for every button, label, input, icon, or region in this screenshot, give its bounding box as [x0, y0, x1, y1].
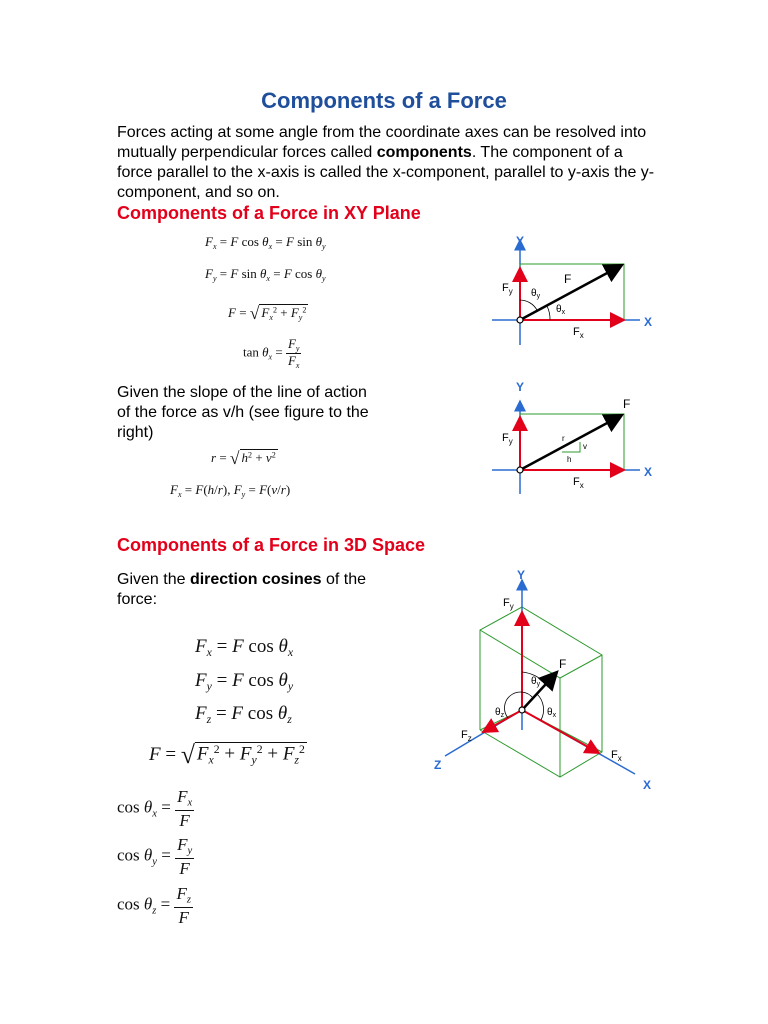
- force-arrow: [522, 672, 557, 710]
- r-label: r: [562, 434, 565, 443]
- theta-z-label: $\theta_z$: [495, 707, 505, 719]
- theta-y-arc: [520, 300, 537, 310]
- intro-paragraph: [117, 123, 657, 203]
- equation-cos-theta-y: $\cos \theta_y$ = $\frac{F_y}{F}$: [117, 835, 193, 878]
- equation-fx-xy: $F_x = F$ $\cos \theta_x = F$ $\sin \theta_y$: [205, 234, 326, 251]
- x-axis-label: X: [643, 778, 652, 792]
- xy-plane-heading: Components of a Force in XY Plane: [117, 203, 421, 223]
- y-axis-label: Y: [517, 568, 526, 582]
- fx-label: $F_x$: [573, 476, 584, 490]
- slope-paragraph: Given the slope of the line of action of the force as v/h (see figure to the right): [117, 384, 369, 441]
- 3d-space-heading: Components of a Force in 3D Space: [117, 535, 426, 555]
- x-axis-label: X: [644, 315, 653, 329]
- theta-x-arc: [537, 694, 544, 720]
- equation-fx-fy-slope: $F_x = F(h/r)$, $F_y = F(v/r)$: [170, 482, 291, 499]
- fy-label: $F_y$: [502, 282, 513, 296]
- equation-fy-3d: $F_y = F$ $\cos \theta_y$: [195, 670, 294, 694]
- z-axis-label: Z: [434, 758, 442, 772]
- direction-bold: direction cosines: [189, 571, 322, 588]
- figure-slope-components: [480, 377, 680, 497]
- figure-3d-components: [425, 560, 675, 800]
- equation-tan-theta: $\tan \theta_x$ = $\frac{F_y}{F_x}$: [243, 336, 300, 370]
- theta-y-label: $\theta_y$: [531, 288, 541, 300]
- intro-text-2: . The component of a force parallel to the x-axis is called the x-component, parallel to y-axis the y-component, and so on.: [117, 144, 655, 201]
- direction-cosines-paragraph: [117, 570, 387, 610]
- force-label: F: [623, 397, 631, 411]
- force-label: F: [564, 272, 572, 286]
- theta-x-label: $\theta_x$: [556, 304, 566, 316]
- projection-box-3d: [480, 607, 602, 777]
- equation-r: r = √ $h^2 + v^2$: [211, 448, 276, 468]
- v-label: v: [583, 442, 587, 451]
- fy-label: $F_y$: [503, 597, 514, 611]
- fz-label: $F_z$: [461, 729, 472, 743]
- h-label: h: [567, 455, 572, 464]
- equation-cos-theta-x: $\cos \theta_x$ = $\frac{F_x}{F}$: [117, 787, 193, 830]
- origin-point: [517, 317, 523, 323]
- x-axis-label: X: [644, 465, 653, 479]
- theta-x-arc: [547, 306, 550, 320]
- direction-text-1: Given the: [117, 571, 190, 588]
- page-title: Components of a Force: [261, 88, 507, 113]
- y-axis-label: Y: [516, 234, 525, 248]
- fx-label: $F_x$: [611, 749, 622, 763]
- fx-label: $F_x$: [573, 326, 584, 340]
- figure-xy-components: [480, 228, 680, 348]
- direction-text-2: of the force:: [117, 571, 367, 608]
- fy-label: $F_y$: [502, 432, 513, 446]
- origin-point: [517, 467, 523, 473]
- origin-point: [519, 707, 525, 713]
- y-axis-label: Y: [516, 380, 525, 394]
- equation-f-magnitude-xy: F = √ $F_x^2 + F_y^2$: [228, 303, 307, 323]
- theta-x-label: $\theta_x$: [547, 707, 557, 719]
- theta-y-label: $\theta_y$: [531, 676, 541, 688]
- equation-fz-3d: $F_z = F$ $\cos \theta_z$: [195, 703, 292, 727]
- intro-bold-components: components: [376, 144, 472, 161]
- equation-fx-3d: $F_x = F$ $\cos \theta_x$: [195, 636, 294, 660]
- equation-fy-xy: $F_y = F$ $\sin \theta_x = F$ $\cos \theta_y$: [205, 266, 326, 283]
- force-label: F: [559, 657, 567, 671]
- intro-text-1: Forces acting at some angle from the coordinate axes can be resolved into mutually perpendicular forces called: [117, 124, 647, 161]
- equation-f-magnitude-3d: F = √ $F_x^2 + F_y^2 + F_z^2$: [149, 740, 305, 769]
- equation-cos-theta-z: $\cos \theta_z$ = $\frac{F_z}{F}$: [117, 884, 191, 927]
